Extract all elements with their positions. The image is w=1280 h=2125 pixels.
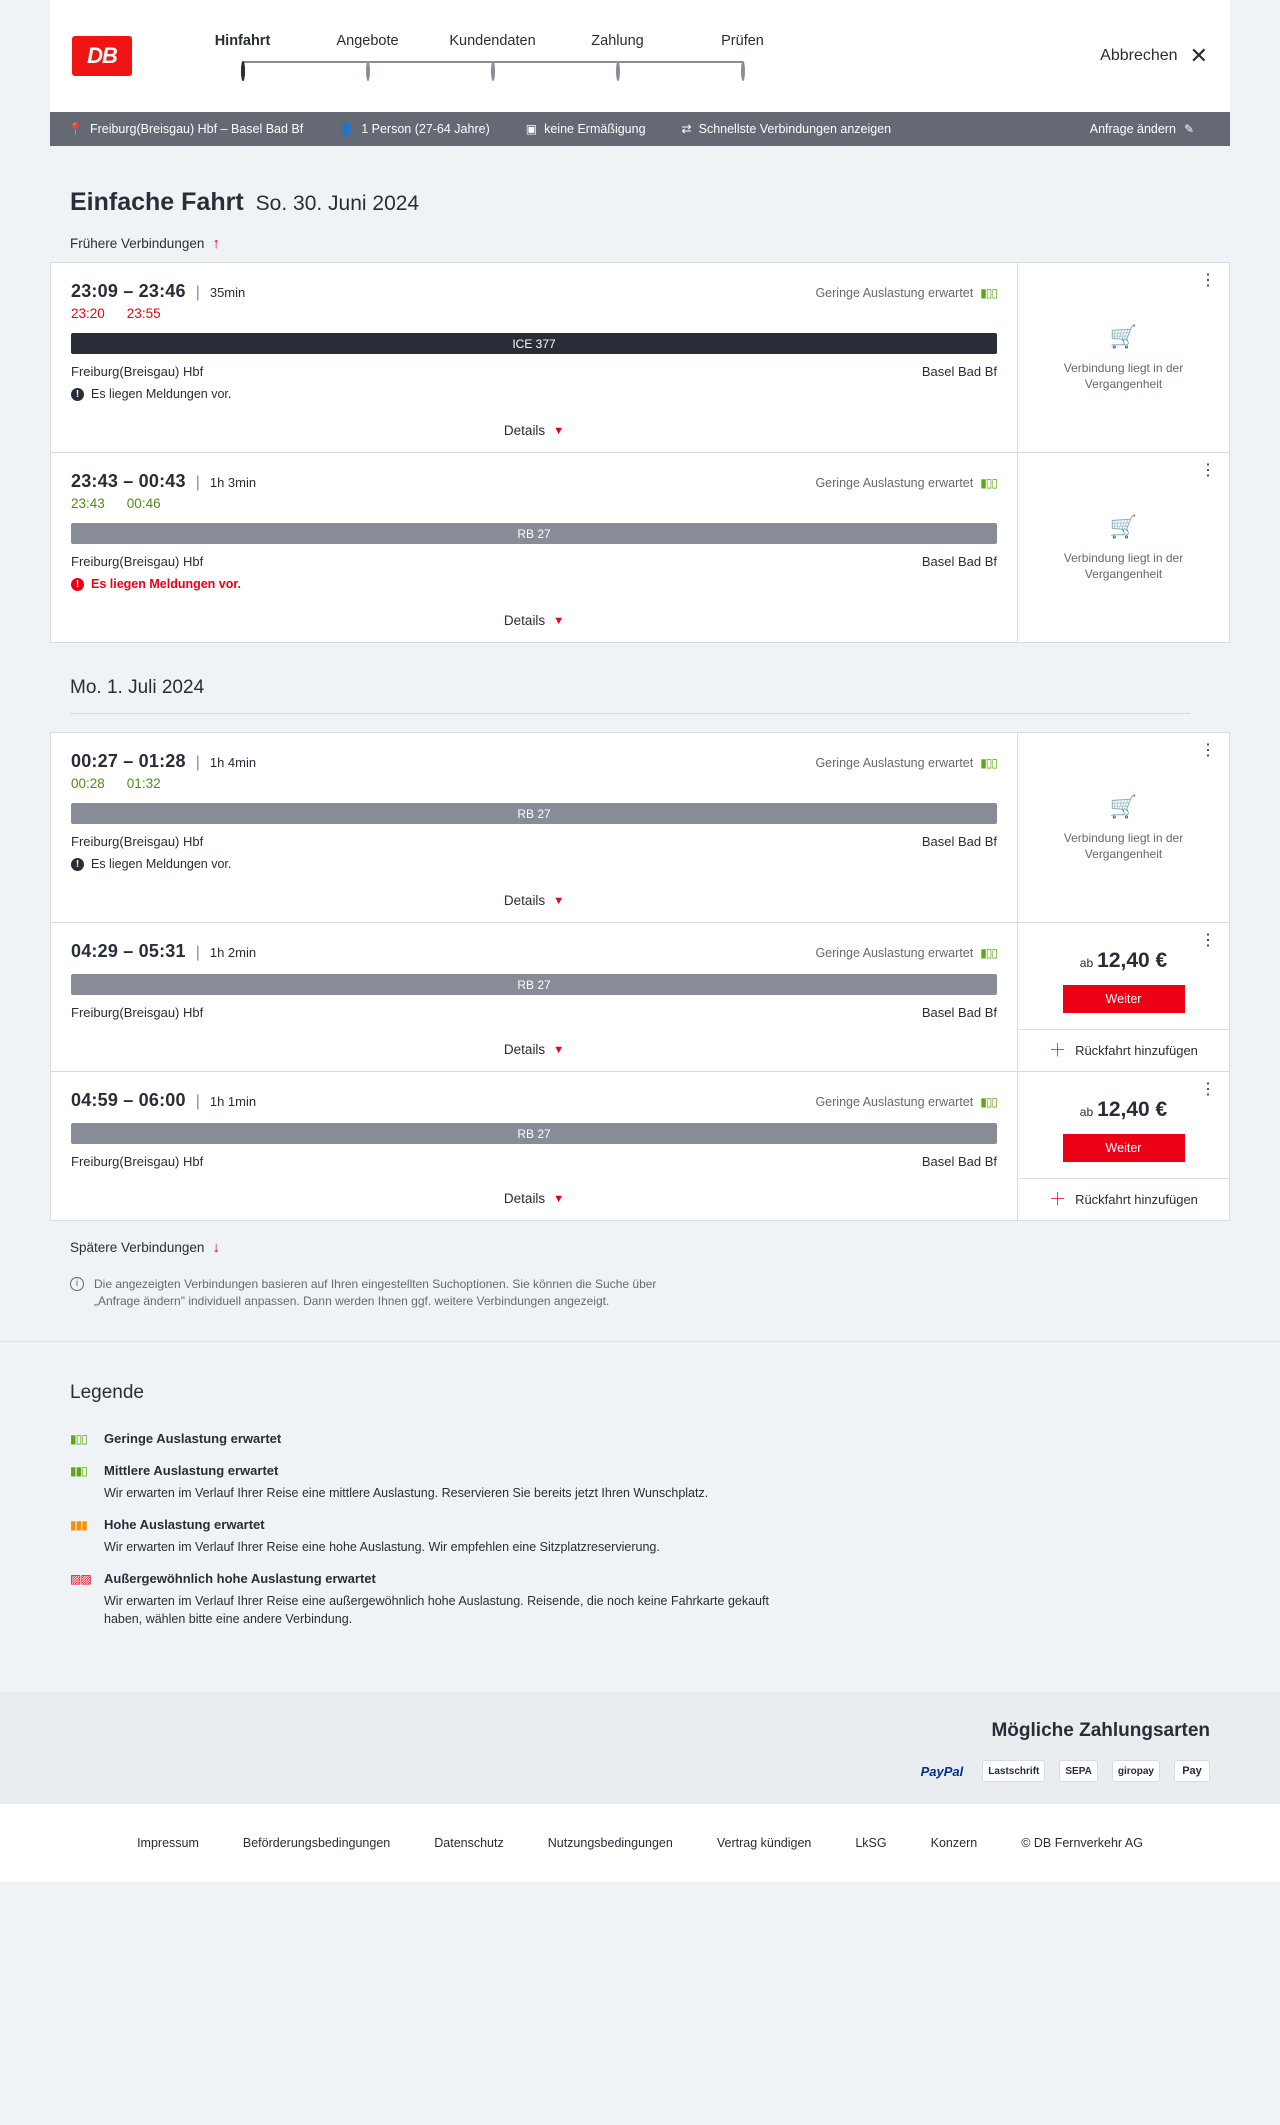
connection-details xyxy=(51,453,1017,642)
continue-button[interactable]: Weiter xyxy=(1063,1134,1185,1162)
close-icon[interactable]: ✕ xyxy=(1189,43,1208,68)
occupancy-info xyxy=(815,756,997,770)
chevron-down-icon: ▼ xyxy=(553,894,565,907)
page-title-text: Einfache Fahrt xyxy=(70,188,244,216)
footer-link[interactable]: Beförderungsbedingungen xyxy=(242,1836,391,1851)
legend-item xyxy=(70,1430,1230,1448)
add-return-button[interactable] xyxy=(1018,1029,1229,1071)
legend-item-description: Wir erwarten im Verlauf Ihrer Reise eine hohe Auslastung. Wir empfehlen eine Sitzplatzreservierung. xyxy=(104,1539,660,1554)
more-options-icon[interactable]: ⋮ xyxy=(1200,462,1217,479)
connection-action-panel xyxy=(1017,453,1229,642)
realtime-times xyxy=(71,776,997,791)
details-toggle[interactable] xyxy=(71,599,997,642)
details-label: Details xyxy=(503,893,546,908)
train-label[interactable]: RB 27 xyxy=(71,1123,997,1144)
more-options-icon[interactable]: ⋮ xyxy=(1200,272,1217,289)
footer-copyright: © DB Fernverkehr AG xyxy=(1021,1836,1143,1851)
connection-duration: 35min xyxy=(209,285,246,300)
search-summary-bar xyxy=(50,112,1230,146)
exclamation-icon: ! xyxy=(71,388,84,401)
add-return-label: Rückfahrt hinzufügen xyxy=(1075,1192,1198,1207)
occupancy-icon: ▨▨ xyxy=(70,1572,91,1587)
station-row xyxy=(71,1154,997,1169)
realtime-departure: 23:43 xyxy=(71,496,105,511)
price-prefix: ab xyxy=(1079,1105,1094,1119)
occupancy-label: Geringe Auslastung erwartet xyxy=(815,286,974,300)
payment-icon-giropay: giropay xyxy=(1112,1760,1160,1782)
legend-item xyxy=(70,1516,1230,1556)
plus-icon: ＋ xyxy=(1049,1041,1067,1060)
details-toggle[interactable] xyxy=(71,409,997,452)
occupancy-icon: ▮▮▯ xyxy=(70,1463,87,1478)
occupancy-low-icon: ▮▯▯ xyxy=(980,286,997,300)
chevron-down-icon: ▼ xyxy=(553,1192,565,1205)
search-info-note-text: Die angezeigten Verbindungen basieren auf Ihren eingestellten Suchoptionen. Sie können die Suche über „Anfrage ändern" individuell anpassen. Dann werden Ihnen ggf. weitere Verbindungen angezeigt. xyxy=(94,1277,657,1309)
search-info-note xyxy=(70,1276,670,1311)
plus-icon: ＋ xyxy=(1049,1190,1067,1209)
past-connection-text: Verbindung liegt in der Vergangenheit xyxy=(1063,831,1184,862)
add-return-label: Rückfahrt hinzufügen xyxy=(1075,1043,1198,1058)
step-label: Zahlung xyxy=(591,33,644,49)
past-connection-notice xyxy=(1018,453,1229,642)
connection-duration: 1h 3min xyxy=(209,475,257,490)
time-separator: | xyxy=(195,284,200,301)
occupancy-low-icon: ▮▯▯ xyxy=(980,1095,997,1109)
occupancy-info xyxy=(815,946,997,960)
step-kundendaten[interactable] xyxy=(430,33,555,79)
occupancy-label: Geringe Auslastung erwartet xyxy=(815,1095,974,1109)
details-toggle[interactable] xyxy=(71,879,997,922)
occupancy-info xyxy=(815,286,997,300)
card-icon: ▣ xyxy=(525,122,538,136)
connection-duration: 1h 4min xyxy=(209,755,257,770)
payment-icon-sepa: SEPA xyxy=(1059,1760,1098,1782)
legend-item-title: Mittlere Auslastung erwartet xyxy=(104,1462,279,1478)
page-title-date: So. 30. Juni 2024 xyxy=(255,192,420,215)
connection-times: 04:29 – 05:31 xyxy=(71,941,186,961)
results-main xyxy=(0,188,1280,1341)
train-label[interactable]: RB 27 xyxy=(71,523,997,544)
connection-duration: 1h 2min xyxy=(209,945,257,960)
exclamation-icon: ! xyxy=(71,858,84,871)
footer-link[interactable]: Nutzungsbedingungen xyxy=(547,1836,673,1851)
connection-times: 23:09 – 23:46 xyxy=(71,281,186,301)
occupancy-low-icon: ▮▯▯ xyxy=(980,946,997,960)
summary-discount[interactable] xyxy=(508,122,664,136)
header-bar xyxy=(50,0,1230,112)
connection-time-row xyxy=(71,471,997,492)
footer-link[interactable]: Datenschutz xyxy=(434,1836,504,1851)
details-label: Details xyxy=(503,1042,546,1057)
earlier-connections-label: Frühere Verbindungen xyxy=(70,236,205,251)
progress-steps xyxy=(180,33,805,79)
footer-link[interactable]: Konzern xyxy=(930,1836,978,1851)
summary-discount-label: keine Ermäßigung xyxy=(544,122,646,136)
origin-station: Freiburg(Breisgau) Hbf xyxy=(71,554,204,569)
connection-times: 04:59 – 06:00 xyxy=(71,1090,186,1110)
step-dot-icon xyxy=(491,61,495,81)
earlier-connections-button[interactable] xyxy=(70,235,1230,252)
person-icon: 👤 xyxy=(339,122,355,136)
legend-item-title: Außergewöhnlich hohe Auslastung erwartet xyxy=(104,1571,376,1587)
occupancy-icon: ▮▯▯ xyxy=(70,1431,87,1446)
footer-link[interactable]: Vertrag kündigen xyxy=(716,1836,812,1851)
past-connection-notice xyxy=(1018,263,1229,452)
connection-card xyxy=(50,922,1230,1071)
price-box xyxy=(1018,1072,1229,1178)
arrow-down-icon: ↓ xyxy=(212,1239,220,1256)
train-label[interactable]: ICE 377 xyxy=(71,333,997,354)
step-dot-icon xyxy=(741,61,745,81)
legend-item-title: Hohe Auslastung erwartet xyxy=(104,1516,265,1532)
price-value: ab 12,40 € xyxy=(1079,949,1168,972)
cart-crossed-icon: 🛒 xyxy=(1109,794,1138,820)
connection-action-panel xyxy=(1017,263,1229,452)
realtime-departure: 23:20 xyxy=(71,306,105,321)
payment-icon-apple-pay: Pay xyxy=(1174,1760,1210,1782)
connection-list-day1 xyxy=(50,262,1230,643)
payment-methods-section xyxy=(0,1692,1280,1804)
station-row xyxy=(71,554,997,569)
time-separator: | xyxy=(195,944,200,961)
occupancy-info xyxy=(815,476,997,490)
realtime-arrival: 01:32 xyxy=(126,776,161,791)
footer-link[interactable]: Impressum xyxy=(137,1836,199,1851)
station-row xyxy=(71,1005,997,1020)
origin-station: Freiburg(Breisgau) Hbf xyxy=(71,364,204,379)
train-label[interactable]: RB 27 xyxy=(71,803,997,824)
occupancy-low-icon: ▮▯▯ xyxy=(980,756,997,770)
step-prüfen[interactable] xyxy=(680,33,805,79)
connection-action-panel xyxy=(1017,1072,1229,1220)
connection-notice-text: Es liegen Meldungen vor. xyxy=(91,387,232,401)
connection-time-row xyxy=(71,1090,997,1111)
legend-item-description: Wir erwarten im Verlauf Ihrer Reise eine mittlere Auslastung. Reservieren Sie bereits jetzt Ihren Wunschplatz. xyxy=(104,1485,709,1500)
cart-crossed-icon: 🛒 xyxy=(1109,514,1138,540)
later-connections-label: Spätere Verbindungen xyxy=(70,1240,205,1255)
station-row xyxy=(71,834,997,849)
legend-item xyxy=(70,1570,1230,1628)
step-dot-icon xyxy=(616,61,620,81)
train-label[interactable]: RB 27 xyxy=(71,974,997,995)
payment-title: Mögliche Zahlungsarten xyxy=(991,1720,1210,1742)
step-angebote[interactable] xyxy=(305,33,430,79)
connection-card xyxy=(50,452,1230,643)
summary-passengers-label: 1 Person (27-64 Jahre) xyxy=(361,122,490,136)
connection-card xyxy=(50,262,1230,452)
origin-station: Freiburg(Breisgau) Hbf xyxy=(71,834,204,849)
step-zahlung[interactable] xyxy=(555,33,680,79)
details-label: Details xyxy=(503,1191,546,1206)
connection-details xyxy=(51,1072,1017,1220)
occupancy-info xyxy=(815,1095,997,1109)
summary-option[interactable] xyxy=(664,122,910,136)
continue-button[interactable]: Weiter xyxy=(1063,985,1185,1013)
past-connection-text: Verbindung liegt in der Vergangenheit xyxy=(1063,361,1184,392)
connection-notice[interactable] xyxy=(71,577,997,591)
exclamation-icon: ! xyxy=(71,578,84,591)
connection-card xyxy=(50,732,1230,922)
more-options-icon[interactable]: ⋮ xyxy=(1200,1081,1217,1098)
swap-arrows-icon: ⇄ xyxy=(681,122,692,136)
realtime-arrival: 00:46 xyxy=(126,496,161,511)
realtime-arrival: 23:55 xyxy=(126,306,161,321)
payment-icon-paypal: PayPal xyxy=(920,1763,964,1779)
origin-station: Freiburg(Breisgau) Hbf xyxy=(71,1005,204,1020)
db-logo[interactable]: DB xyxy=(72,36,132,76)
add-return-button[interactable] xyxy=(1018,1178,1229,1220)
details-toggle[interactable] xyxy=(71,1028,997,1071)
step-hinfahrt[interactable] xyxy=(180,33,305,79)
connection-card xyxy=(50,1071,1230,1221)
connection-notice[interactable] xyxy=(71,387,997,401)
legend-title: Legende xyxy=(70,1381,144,1403)
legend-item-title: Geringe Auslastung erwartet xyxy=(104,1430,282,1446)
legend-section xyxy=(0,1341,1280,1693)
edit-request-label: Anfrage ändern xyxy=(1089,122,1176,136)
occupancy-label: Geringe Auslastung erwartet xyxy=(815,476,974,490)
time-separator: | xyxy=(195,754,200,771)
connection-notice[interactable] xyxy=(71,857,997,871)
legend-list xyxy=(50,1430,1230,1629)
step-label: Angebote xyxy=(336,33,399,49)
summary-route-label: Freiburg(Breisgau) Hbf – Basel Bad Bf xyxy=(89,122,304,136)
footer-link[interactable]: LkSG xyxy=(855,1836,887,1851)
summary-passengers[interactable] xyxy=(321,122,508,136)
pencil-icon[interactable]: ✎ xyxy=(1183,122,1194,136)
connection-details xyxy=(51,263,1017,452)
footer xyxy=(0,1804,1280,1882)
legend-item xyxy=(70,1462,1230,1502)
step-label: Prüfen xyxy=(721,33,764,49)
price-value: ab 12,40 € xyxy=(1079,1098,1168,1121)
arrow-up-icon: ↑ xyxy=(212,235,220,252)
destination-station: Basel Bad Bf xyxy=(921,364,997,379)
connection-details xyxy=(51,923,1017,1071)
day-divider: Mo. 1. Juli 2024 xyxy=(70,677,1190,714)
later-connections-button[interactable] xyxy=(70,1239,1230,1256)
summary-route[interactable] xyxy=(68,122,321,136)
realtime-departure: 00:28 xyxy=(71,776,105,791)
price-box xyxy=(1018,923,1229,1029)
chevron-down-icon: ▼ xyxy=(553,1043,565,1056)
info-icon: i xyxy=(70,1277,84,1291)
realtime-times xyxy=(71,496,997,511)
connection-list-day2 xyxy=(50,732,1230,1221)
cart-crossed-icon: 🛒 xyxy=(1109,324,1138,350)
connection-time-row xyxy=(71,751,997,772)
time-separator: | xyxy=(195,1093,200,1110)
origin-station: Freiburg(Breisgau) Hbf xyxy=(71,1154,204,1169)
step-label: Hinfahrt xyxy=(214,33,271,49)
occupancy-label: Geringe Auslastung erwartet xyxy=(815,756,974,770)
page-title xyxy=(70,188,1230,217)
connection-time-row xyxy=(71,941,997,962)
legend-item-description: Wir erwarten im Verlauf Ihrer Reise eine außergewöhnlich hohe Auslastung. Reisende, die noch keine Fahrkarte gekauft haben, wählen bitte eine andere Verbindung. xyxy=(104,1594,769,1627)
details-label: Details xyxy=(503,613,546,628)
details-toggle[interactable] xyxy=(71,1177,997,1220)
connection-times: 23:43 – 00:43 xyxy=(71,471,186,491)
past-connection-text: Verbindung liegt in der Vergangenheit xyxy=(1063,551,1184,582)
connection-details xyxy=(51,733,1017,922)
destination-station: Basel Bad Bf xyxy=(921,1005,997,1020)
cancel-button[interactable] xyxy=(1100,45,1208,67)
step-label: Kundendaten xyxy=(449,33,536,49)
realtime-times xyxy=(71,306,997,321)
edit-request-button[interactable] xyxy=(1072,122,1212,136)
connection-action-panel xyxy=(1017,733,1229,922)
connection-duration: 1h 1min xyxy=(209,1094,257,1109)
cancel-label: Abbrechen xyxy=(1100,47,1178,64)
past-connection-notice xyxy=(1018,733,1229,922)
connection-notice-text: Es liegen Meldungen vor. xyxy=(91,857,232,871)
details-label: Details xyxy=(503,423,546,438)
step-dot-icon xyxy=(366,61,370,81)
payment-icon-lastschrift: Lastschrift xyxy=(982,1760,1045,1782)
destination-station: Basel Bad Bf xyxy=(921,834,997,849)
payment-icons xyxy=(916,1760,1210,1782)
occupancy-icon: ▮▮▮ xyxy=(70,1517,87,1532)
chevron-down-icon: ▼ xyxy=(553,424,565,437)
connection-times: 00:27 – 01:28 xyxy=(71,751,186,771)
summary-option-label: Schnellste Verbindungen anzeigen xyxy=(698,122,892,136)
destination-station: Basel Bad Bf xyxy=(921,554,997,569)
station-row xyxy=(71,364,997,379)
more-options-icon[interactable]: ⋮ xyxy=(1200,932,1217,949)
location-pin-icon: 📍 xyxy=(68,122,83,136)
more-options-icon[interactable]: ⋮ xyxy=(1200,742,1217,759)
occupancy-low-icon: ▮▯▯ xyxy=(980,476,997,490)
connection-notice-text: Es liegen Meldungen vor. xyxy=(91,577,242,591)
destination-station: Basel Bad Bf xyxy=(921,1154,997,1169)
chevron-down-icon: ▼ xyxy=(553,614,565,627)
step-dot-icon xyxy=(241,61,245,81)
time-separator: | xyxy=(195,474,200,491)
price-prefix: ab xyxy=(1079,956,1094,970)
occupancy-label: Geringe Auslastung erwartet xyxy=(815,946,974,960)
connection-time-row xyxy=(71,281,997,302)
connection-action-panel xyxy=(1017,923,1229,1071)
